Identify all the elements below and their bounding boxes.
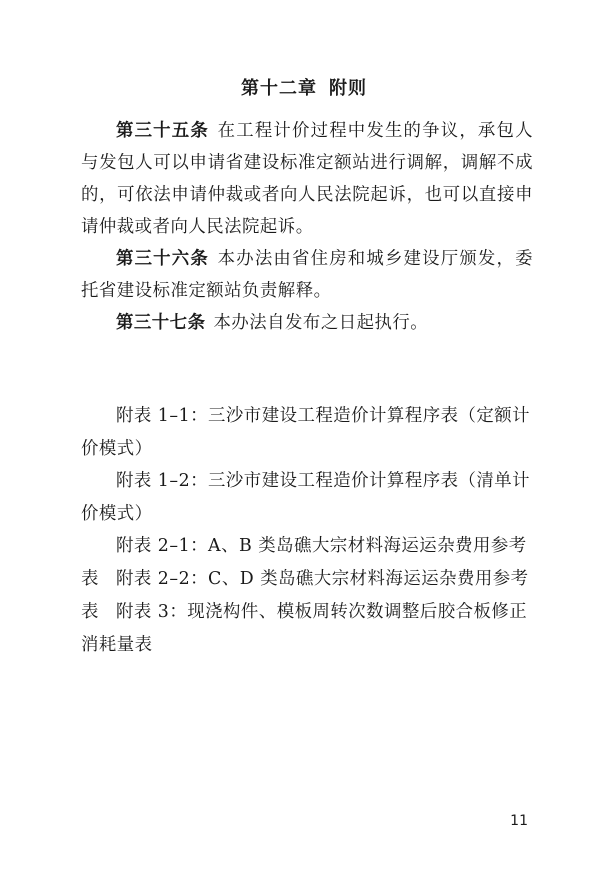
chapter-title: 附则 [329, 78, 367, 99]
article-37-label: 第三十七条 [116, 313, 206, 333]
chapter-number: 第十二章 [241, 78, 317, 99]
appendix-1-1: 附表 1–1：三沙市建设工程造价计算程序表（定额计价模式） [81, 406, 531, 459]
article-36-label: 第三十六条 [116, 249, 209, 269]
appendix-2-2: 附表 2–2：C、D 类岛礁大宗材料海运运杂费用参考表 [81, 569, 529, 622]
article-36 [81, 243, 533, 307]
article-36-text: 本办法由省住房和城乡建设厅颁发，委托省建设标准定额站负责解释。 [81, 249, 533, 301]
article-37 [81, 307, 533, 339]
appendix-3: 附表 3：现浇构件、模板周转次数调整后胶合板修正消耗量表 [81, 602, 528, 655]
chapter-heading [0, 74, 608, 100]
appendix-2-1: 附表 2–1：A、B 类岛礁大宗材料海运运杂费用参考表 [81, 536, 527, 589]
article-35-label: 第三十五条 [116, 121, 209, 141]
appendix-1-2: 附表 1–2：三沙市建设工程造价计算程序表（清单计价模式） [81, 471, 531, 524]
article-35 [81, 115, 533, 243]
article-35-text: 在工程计价过程中发生的争议，承包人与发包人可以申请省建设标准定额站进行调解，调解不成的，可依法申请仲裁或者向人民法院起诉，也可以直接申请仲裁或者向人民法院起诉。 [81, 121, 533, 237]
page-number: 11 [510, 813, 528, 829]
article-37-text: 本办法自发布之日起执行。 [213, 313, 429, 333]
